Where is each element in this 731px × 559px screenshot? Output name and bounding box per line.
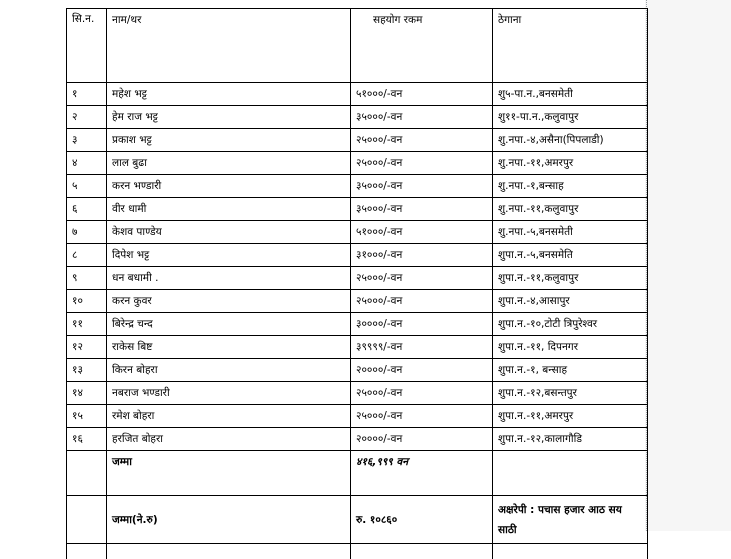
cell-sn: १० xyxy=(67,290,107,313)
cell-amount: २००००/-वन xyxy=(351,428,493,451)
table-row xyxy=(67,290,648,313)
cell-address: शुपा.न.-१, बन्साह xyxy=(493,359,648,382)
cell-sn: ५ xyxy=(67,175,107,198)
total-address-cell xyxy=(493,451,648,496)
total-npr-row xyxy=(67,496,648,544)
cell-address: शु.नपा.-४,असैना(पिपलाडी) xyxy=(493,129,648,152)
cell-address: शुपा.न.-४,आसापुर xyxy=(493,290,648,313)
table-row xyxy=(67,428,648,451)
header-sn: सि.न. xyxy=(67,9,107,83)
cell-name: दिपेश भट्ट xyxy=(107,244,351,267)
cell-sn: १२ xyxy=(67,336,107,359)
cell-amount: ५१०००/-वन xyxy=(351,83,493,106)
cell-sn: ११ xyxy=(67,313,107,336)
cell-sn: ८ xyxy=(67,244,107,267)
cell-amount: ३५०००/-वन xyxy=(351,198,493,221)
cell-name: राकेस बिष्ट xyxy=(107,336,351,359)
table-row xyxy=(67,83,648,106)
cell-name: किरन बोहरा xyxy=(107,359,351,382)
table-row xyxy=(67,336,648,359)
cell-name: हरजित बोहरा xyxy=(107,428,351,451)
cell-name: महेश भट्ट xyxy=(107,83,351,106)
cell-sn: १३ xyxy=(67,359,107,382)
cell-amount: २५०००/-वन xyxy=(351,267,493,290)
table-row xyxy=(67,382,648,405)
contribution-table xyxy=(66,8,648,559)
cell-amount: २००००/-वन xyxy=(351,359,493,382)
cell-amount: ३००००/-वन xyxy=(351,313,493,336)
cell-address: शुपा.न.-५,बनसमेति xyxy=(493,244,648,267)
cell-name: रमेश बोहरा xyxy=(107,405,351,428)
table-row xyxy=(67,152,648,175)
cell-address: शु.नपा.-१,बन्साह xyxy=(493,175,648,198)
cell-name: वीर धामी xyxy=(107,198,351,221)
table-row xyxy=(67,175,648,198)
header-amount: सहयोग रकम xyxy=(351,9,493,83)
total-sn-cell xyxy=(67,451,107,496)
table-header-row xyxy=(67,9,648,83)
cell-sn: २ xyxy=(67,106,107,129)
cell-amount: ३९९९९/-वन xyxy=(351,336,493,359)
cell-name: हेम राज भट्ट xyxy=(107,106,351,129)
table-row xyxy=(67,129,648,152)
npr-amount: रु. १०८६० xyxy=(351,496,493,544)
cell-amount: २५०००/-वन xyxy=(351,129,493,152)
table-row xyxy=(67,221,648,244)
cell-amount: २५०००/-वन xyxy=(351,152,493,175)
npr-sn-cell xyxy=(67,496,107,544)
cell-amount: ३१०००/-वन xyxy=(351,244,493,267)
cell-sn: ३ xyxy=(67,129,107,152)
cell-amount: २५०००/-वन xyxy=(351,405,493,428)
cell-sn: ४ xyxy=(67,152,107,175)
cell-sn: १४ xyxy=(67,382,107,405)
table-row xyxy=(67,106,648,129)
cell-name: प्रकाश भट्ट xyxy=(107,129,351,152)
cell-address: शु११-पा.न.,कलुवापुर xyxy=(493,106,648,129)
cell-name: केशव पाण्डेय xyxy=(107,221,351,244)
cell-amount: २५०००/-वन xyxy=(351,290,493,313)
partial-cell xyxy=(351,544,493,559)
cell-address: शुपा.न.-११,कलुवापुर xyxy=(493,267,648,290)
cell-sn: ६ xyxy=(67,198,107,221)
cell-address: शुपा.न.-११,अमरपुर xyxy=(493,405,648,428)
cell-name: लाल बुढा xyxy=(107,152,351,175)
partial-cell xyxy=(67,544,107,559)
cell-sn: ९ xyxy=(67,267,107,290)
table-row xyxy=(67,313,648,336)
total-amount: ४१६,९९९ वन xyxy=(351,451,493,496)
cell-sn: १५ xyxy=(67,405,107,428)
cell-name: नबराज भण्डारी xyxy=(107,382,351,405)
cell-name: करन कुवर xyxy=(107,290,351,313)
table-row xyxy=(67,405,648,428)
cell-name: करन भण्डारी xyxy=(107,175,351,198)
total-row xyxy=(67,451,648,496)
cell-address: शुपा.न.-११, दिपनगर xyxy=(493,336,648,359)
cell-address: शु.नपा.-११,अमरपुर xyxy=(493,152,648,175)
cell-amount: ५१०००/-वन xyxy=(351,221,493,244)
cell-amount: ३५०००/-वन xyxy=(351,106,493,129)
cell-sn: १६ xyxy=(67,428,107,451)
cell-address: शुपा.न.-१०,टोटी त्रिपुरेश्वर xyxy=(493,313,648,336)
cell-address: शु५-पा.न.,बनसमेती xyxy=(493,83,648,106)
partial-cell xyxy=(107,544,351,559)
cell-amount: ३५०००/-वन xyxy=(351,175,493,198)
table-row xyxy=(67,359,648,382)
cell-address: शुपा.न.-१२,कालागौडि xyxy=(493,428,648,451)
header-name: नाम/थर xyxy=(107,9,351,83)
cell-name: बिरेन्द्र चन्द xyxy=(107,313,351,336)
table-row xyxy=(67,267,648,290)
cell-name: धन बधामी . xyxy=(107,267,351,290)
page-margin xyxy=(645,0,731,531)
partial-cell xyxy=(493,544,648,559)
cell-address: शु.नपा.-५,बनसमेती xyxy=(493,221,648,244)
amount-in-words: अक्षरेपी : पचास हजार आठ सय साठी xyxy=(493,496,648,544)
table-row xyxy=(67,198,648,221)
cell-sn: १ xyxy=(67,83,107,106)
cell-sn: ७ xyxy=(67,221,107,244)
total-label: जम्मा xyxy=(107,451,351,496)
cell-address: शुपा.न.-१२,बसन्तपुर xyxy=(493,382,648,405)
cell-address: शु.नपा.-११,कलुवापुर xyxy=(493,198,648,221)
cell-amount: २५०००/-वन xyxy=(351,382,493,405)
table-row-partial xyxy=(67,544,648,559)
npr-label: जम्मा(ने.रु) xyxy=(107,496,351,544)
table-row xyxy=(67,244,648,267)
header-address: ठेगाना xyxy=(493,9,648,83)
